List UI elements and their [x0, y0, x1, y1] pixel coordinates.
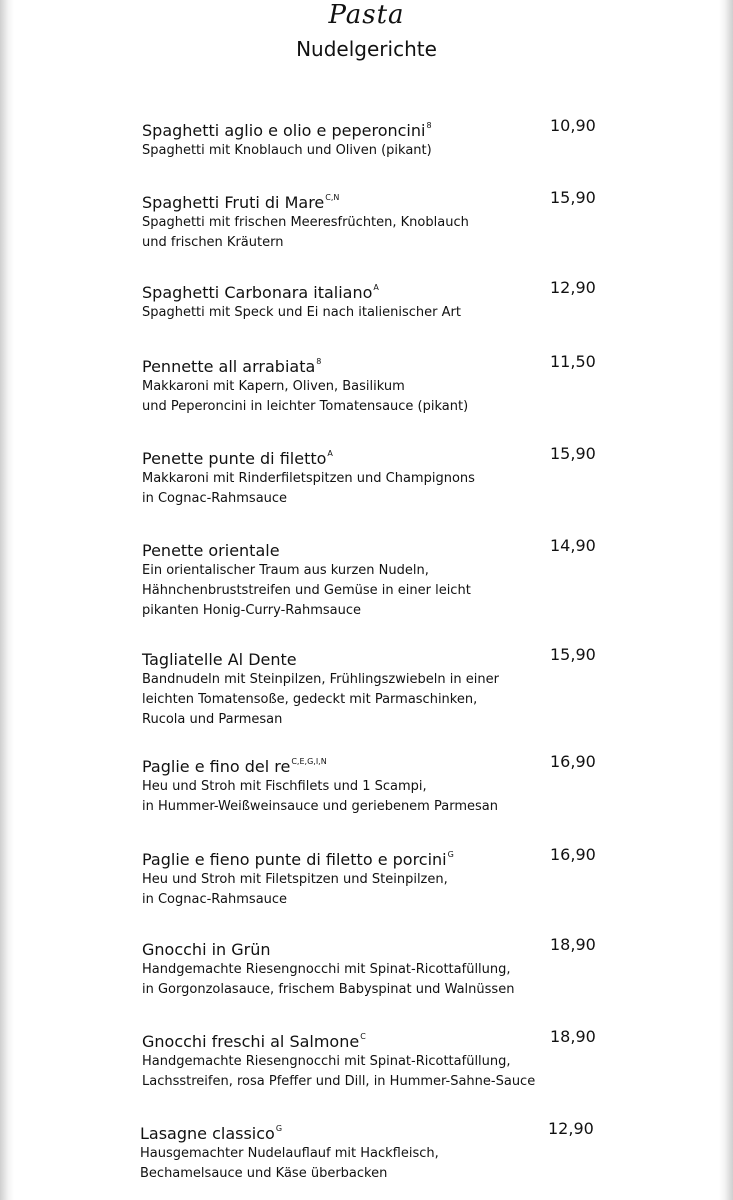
dish-description [142, 670, 612, 730]
description-line: Handgemachte Riesengnocchi mit Spinat-Ricottafüllung, [142, 962, 511, 977]
dish-name: Penette orientale [142, 541, 280, 560]
description-line: Lachsstreifen, rosa Pfeffer und Dill, in Hummer-Sahne-Sauce [142, 1074, 536, 1089]
description-line: in Hummer-Weißweinsauce und geriebenem Parmesan [142, 799, 498, 814]
dish-price: 15,90 [550, 444, 596, 463]
dish-description [142, 141, 612, 161]
description-line: in Cognac-Rahmsauce [142, 491, 288, 506]
dish-price: 18,90 [550, 1027, 596, 1046]
description-line: Bandnudeln mit Steinpilzen, Frühlingszwiebeln in einer [142, 672, 499, 687]
description-line: Heu und Stroh mit Filetspitzen und Steinpilzen, [142, 872, 448, 887]
dish-price: 18,90 [550, 935, 596, 954]
description-line: Spaghetti mit frischen Meeresfrüchten, Knoblauch [142, 215, 469, 230]
dish-name: Spaghetti Carbonara italiano [142, 283, 373, 302]
description-line: Rucola und Parmesan [142, 712, 283, 727]
dish-price: 11,50 [550, 352, 596, 371]
description-line: Handgemachte Riesengnocchi mit Spinat-Ricottafüllung, [142, 1054, 511, 1069]
dish-description [140, 1144, 610, 1184]
description-line: pikanten Honig-Curry-Rahmsauce [142, 603, 362, 618]
dish-name-line [142, 278, 612, 303]
allergen-codes: A [373, 283, 379, 292]
description-line: und Peperoncini in leichter Tomatensauce (pikant) [142, 399, 469, 414]
description-line: Heu und Stroh mit Fischfilets und 1 Scampi, [142, 779, 427, 794]
menu-item [142, 752, 612, 817]
dish-price: 12,90 [550, 278, 596, 297]
dish-description [142, 777, 612, 817]
dish-name: Lasagne classico [140, 1124, 275, 1143]
dish-name-line [142, 752, 612, 777]
dish-name-line [142, 1027, 612, 1052]
dish-name: Paglie e fino del re [142, 757, 291, 776]
description-line: leichten Tomatensoße, gedeckt mit Parmaschinken, [142, 692, 478, 707]
dish-name-line [142, 845, 612, 870]
page-edge-left [0, 0, 14, 1200]
dish-name-line [140, 1119, 610, 1144]
menu-item [140, 1119, 610, 1184]
page-edge-right [719, 0, 733, 1200]
dish-description [142, 213, 612, 253]
dish-name-line [142, 116, 612, 141]
description-line: Bechamelsauce und Käse überbacken [140, 1166, 388, 1181]
description-line: und frischen Kräutern [142, 235, 284, 250]
menu-item [142, 1027, 612, 1092]
dish-name: Spaghetti aglio e olio e peperoncini [142, 121, 426, 140]
menu-item [142, 188, 612, 253]
menu-item [142, 444, 612, 509]
dish-name-line [142, 352, 612, 377]
dish-price: 10,90 [550, 116, 596, 135]
description-line: Hähnchenbruststreifen und Gemüse in einer leicht [142, 583, 471, 598]
dish-description [142, 960, 612, 1000]
description-line: Makkaroni mit Kapern, Oliven, Basilikum [142, 379, 405, 394]
dish-price: 15,90 [550, 188, 596, 207]
dish-price: 14,90 [550, 536, 596, 555]
description-line: in Cognac-Rahmsauce [142, 892, 288, 907]
menu-item [142, 645, 612, 730]
dish-name: Pennette all arrabiata [142, 357, 316, 376]
dish-name: Gnocchi freschi al Salmone [142, 1032, 360, 1051]
dish-description [142, 303, 612, 323]
section-subtitle: Nudelgerichte [296, 37, 437, 61]
description-line: Spaghetti mit Speck und Ei nach italienischer Art [142, 305, 461, 320]
allergen-codes: C,N [325, 193, 340, 202]
menu-item [142, 116, 612, 161]
description-line: Hausgemachter Nudelauflauf mit Hackfleisch, [140, 1146, 439, 1161]
allergen-codes: G [447, 850, 454, 859]
dish-description [142, 377, 612, 417]
allergen-codes: G [275, 1124, 283, 1133]
description-line: Spaghetti mit Knoblauch und Oliven (pikant) [142, 143, 432, 158]
dish-description [142, 1052, 612, 1092]
allergen-codes: C,E,G,I,N [291, 757, 327, 766]
dish-name-line [142, 645, 612, 670]
dish-description [142, 870, 612, 910]
menu-item [142, 845, 612, 910]
description-line: Makkaroni mit Rinderfiletspitzen und Champignons [142, 471, 475, 486]
dish-name-line [142, 935, 612, 960]
menu-item [142, 352, 612, 417]
dish-price: 16,90 [550, 845, 596, 864]
description-line: Ein orientalischer Traum aus kurzen Nudeln, [142, 563, 429, 578]
section-script-title: Pasta [328, 0, 405, 30]
dish-name-line [142, 444, 612, 469]
dish-price: 12,90 [548, 1119, 594, 1138]
description-line: in Gorgonzolasauce, frischem Babyspinat und Walnüssen [142, 982, 515, 997]
allergen-codes: C [360, 1032, 366, 1041]
allergen-codes: 8 [316, 357, 322, 366]
allergen-codes: A [327, 449, 333, 458]
dish-name: Gnocchi in Grün [142, 940, 271, 959]
menu-item [142, 935, 612, 1000]
menu-item [142, 278, 612, 323]
dish-price: 16,90 [550, 752, 596, 771]
dish-price: 15,90 [550, 645, 596, 664]
dish-description [142, 561, 612, 621]
dish-name: Paglie e fieno punte di filetto e porcini [142, 850, 447, 869]
dish-name: Penette punte di filetto [142, 449, 327, 468]
dish-description [142, 469, 612, 509]
menu-item [142, 536, 612, 621]
dish-name-line [142, 536, 612, 561]
dish-name: Spaghetti Fruti di Mare [142, 193, 325, 212]
dish-name-line [142, 188, 612, 213]
dish-name: Tagliatelle Al Dente [142, 650, 297, 669]
allergen-codes: 8 [426, 121, 432, 130]
